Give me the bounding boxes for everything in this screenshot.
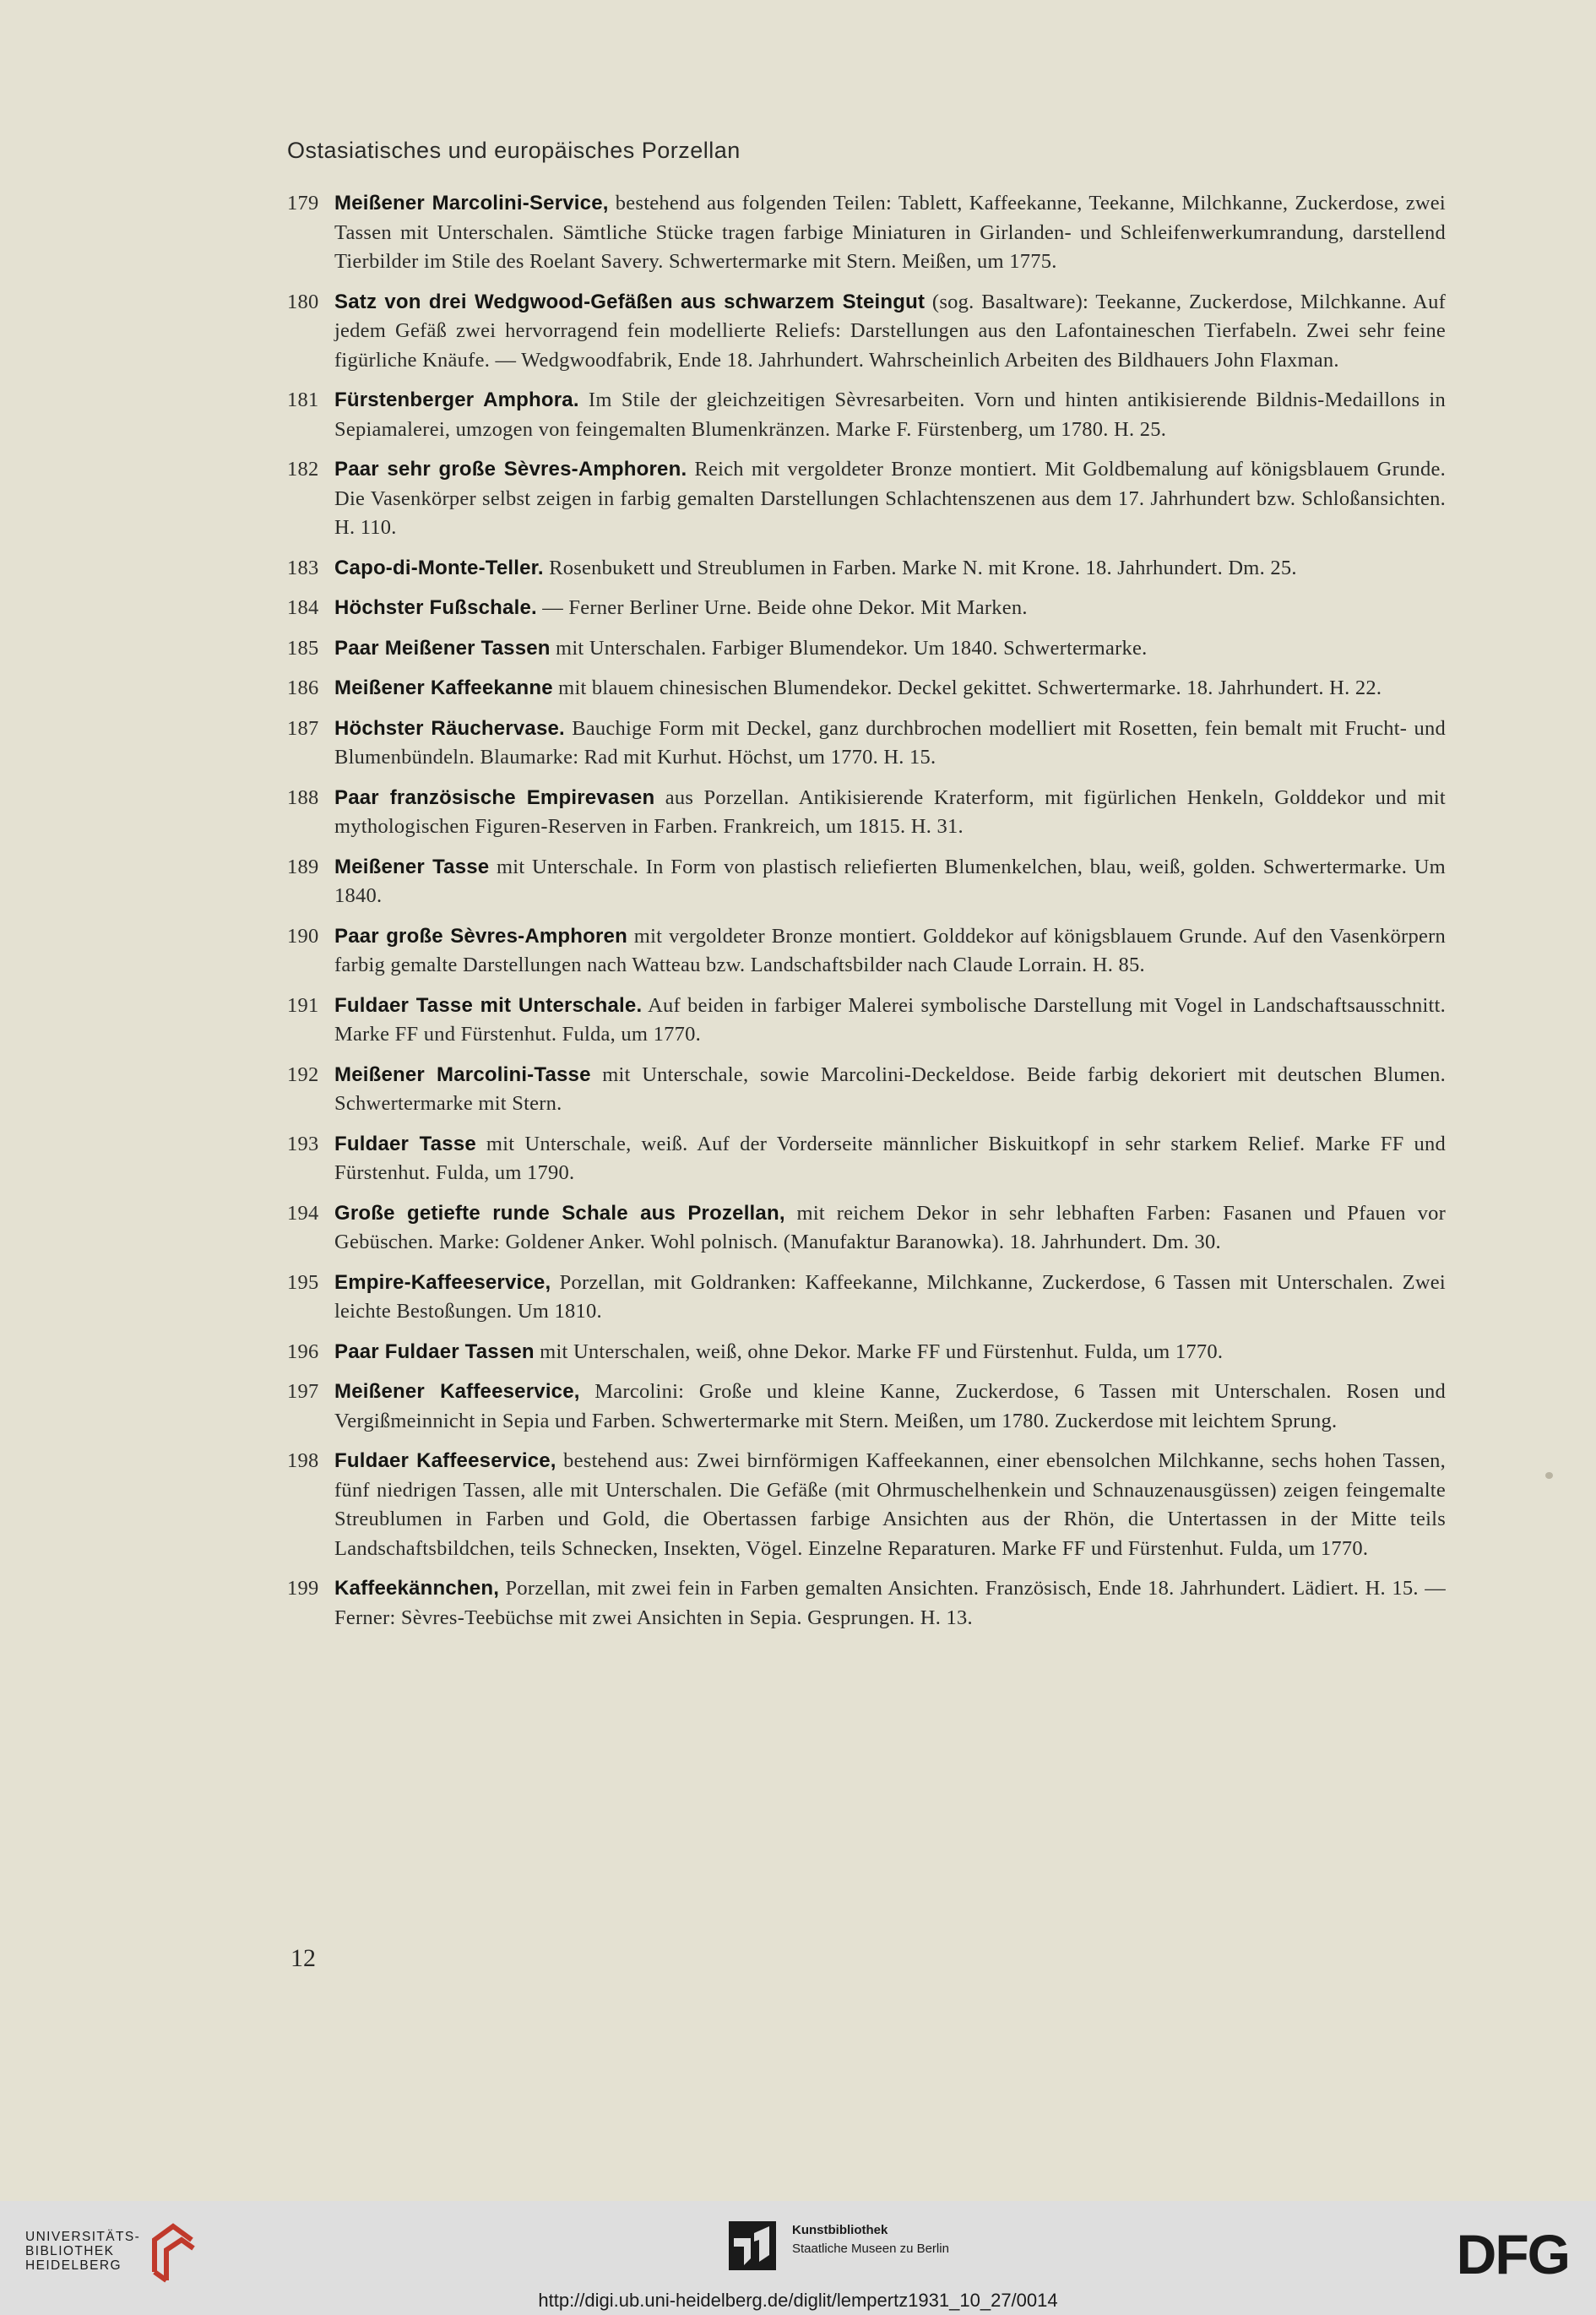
lot-description: Auf beiden in farbiger Malerei symbolische Darstellung mit Vogel in Landschaftsausschnitt. Marke FF und Fürstenhut. Fulda, um 1770.	[334, 993, 1447, 1046]
lot-number: 185	[287, 636, 319, 660]
lot-description: mit reichem Dekor in sehr lebhaften Farben: Fasanen und Pfauen vor Gebüschen. Marke: Goldener Anker. Wohl polnisch. (Manufaktur Baranowka). 18. Jahrhundert. Dm. 30.	[334, 1201, 1446, 1253]
kunstbibliothek-subtitle: Staatliche Museen zu Berlin	[792, 2242, 949, 2256]
catalog-entry	[287, 1199, 1446, 1258]
heidelberg-library-logo[interactable]	[25, 2221, 198, 2289]
catalog-entry	[287, 1447, 1446, 1563]
lot-description: Porzellan, mit zwei fein in Farben gemalten Ansichten. Französisch, Ende 18. Jahrhundert. Lädiert. H. 15. — Ferner: Sèvres-Teebüchse mit zwei Ansichten in Sepia. Gesprungen. H. 13.	[334, 1577, 1446, 1629]
lot-number: 190	[287, 924, 319, 948]
catalog-entry	[287, 853, 1446, 911]
lot-heading: Fuldaer Kaffeeservice,	[334, 1449, 556, 1472]
lot-heading: Meißener Tasse	[334, 855, 490, 878]
catalog-entry	[287, 922, 1446, 981]
paper-speck	[1545, 1472, 1553, 1479]
catalog-entry	[287, 288, 1446, 376]
lot-description: aus Porzellan. Antikisierende Kraterform, mit figürlichen Henkeln, Golddekor und mit mythologischen Figuren-Reserven in Farben. Frankreich, um 1815. H. 31.	[334, 785, 1446, 838]
lot-description: mit blauem chinesischen Blumendekor. Deckel gekittet. Schwertermarke. 18. Jahrhundert. H. 22.	[552, 677, 1382, 699]
ub-mark-icon	[148, 2221, 198, 2289]
lot-number: 191	[287, 993, 319, 1017]
kunstbibliothek-logo[interactable]	[729, 2221, 1033, 2272]
lot-heading: Satz von drei Wedgwood-Gefäßen aus schwarzem Steingut	[334, 290, 926, 313]
lot-description: Reich mit vergoldeter Bronze montiert. Mit Goldbemalung auf königsblauem Grunde. Die Vasenkörper selbst zeigen in farbig gemalten Darstellungen Schlachtenszenen aus dem 17. Jahrhundert bzw. Schloßansichten. H. 110.	[334, 458, 1446, 539]
catalog-entry	[287, 634, 1446, 664]
dfg-logo-text: DFG	[1456, 2228, 1569, 2279]
lot-number: 196	[287, 1340, 319, 1363]
lot-heading: Meißener Marcolini-Service,	[334, 192, 609, 215]
catalog-entry	[287, 455, 1446, 543]
ub-logo-text: UNIVERSITÄTS- BIBLIOTHEK HEIDELBERG	[25, 2230, 141, 2273]
catalog-entry	[287, 1061, 1446, 1119]
catalog-entry	[287, 1574, 1446, 1633]
lot-description: mit vergoldeter Bronze montiert. Golddekor auf königsblauem Grunde. Auf den Vasenkörpern farbig gemalte Darstellungen nach Watteau bzw. Landschaftsbilder nach Claude Lorrain. H. 85.	[334, 924, 1446, 976]
lot-number: 181	[287, 389, 319, 411]
lot-description: mit Unterschale. In Form von plastisch reliefierten Blumenkelchen, blau, weiß, golden. Schwertermarke. Um 1840.	[334, 855, 1446, 907]
catalog-entry	[287, 189, 1446, 277]
lot-number: 192	[287, 1062, 319, 1086]
catalog-entries	[287, 189, 1446, 1644]
lot-heading: Höchster Fußschale.	[334, 596, 537, 619]
lot-number: 180	[287, 290, 319, 313]
lot-heading: Paar Meißener Tassen	[334, 636, 551, 660]
catalog-entry	[287, 715, 1446, 773]
lot-description: bestehend aus folgenden Teilen: Tablett, Kaffeekanne, Teekanne, Milchkanne, Zuckerdose, zwei Tassen mit Unterschalen. Sämtliche Stücke tragen farbige Miniaturen in Girlanden- und Schleifenwerkumrandung, darstellend Tierbilder im Stile des Roelant Savery. Schwertermarke mit Stern. Meißen, um 1775.	[334, 192, 1446, 273]
page-number: 12	[290, 1944, 316, 1972]
lot-description: Marcolini: Große und kleine Kanne, Zuckerdose, 6 Tassen mit Unterschalen. Rosen und Vergißmeinnicht in Sepia und Farben. Schwertermarke mit Stern. Meißen, um 1780. Zuckerdose mit leichtem Sprung.	[334, 1380, 1447, 1432]
lot-heading: Paar französische Empirevasen	[334, 785, 655, 809]
catalog-entry	[287, 784, 1446, 842]
lot-number: 187	[287, 716, 319, 740]
lot-number: 195	[287, 1270, 319, 1294]
kunstbibliothek-title: Kunstbibliothek	[792, 2223, 888, 2237]
lot-heading: Meißener Kaffeekanne	[334, 677, 553, 699]
lot-number: 188	[287, 785, 319, 809]
lot-description: Im Stile der gleichzeitigen Sèvresarbeiten. Vorn und hinten antikisierende Bildnis-Medaillons in Sepiamalerei, umzogen von feingemalten Blumenkränzen. Marke F. Fürstenberg, um 1780. H. 25.	[334, 389, 1446, 441]
lot-heading: Fürstenberger Amphora.	[334, 389, 579, 411]
lot-description: Porzellan, mit Goldranken: Kaffeekanne, Milchkanne, Zuckerdose, 6 Tassen mit Unterschalen. Zwei leichte Bestoßungen. Um 1810.	[334, 1270, 1446, 1323]
lot-description: Bauchige Form mit Deckel, ganz durchbrochen modelliert mit Rosetten, fein bemalt mit Frucht- und Blumenbündeln. Blaumarke: Rad mit Kurhut. Höchst, um 1770. H. 15.	[334, 716, 1446, 769]
catalog-entry	[287, 386, 1446, 444]
lot-number: 193	[287, 1132, 319, 1155]
lot-description: mit Unterschale, weiß. Auf der Vorderseite männlicher Biskuitkopf in sehr starkem Relief. Marke FF und Fürstenhut. Fulda, um 1790.	[334, 1132, 1446, 1184]
lot-number: 182	[287, 458, 319, 481]
lot-description: — Ferner Berliner Urne. Beide ohne Dekor. Mit Marken.	[536, 596, 1028, 619]
lot-description: mit Unterschalen. Farbiger Blumendekor. Um 1840. Schwertermarke.	[550, 636, 1148, 660]
lot-heading: Paar Fuldaer Tassen	[334, 1340, 535, 1363]
lot-description: (sog. Basaltware): Teekanne, Zuckerdose, Milchkanne. Auf jedem Gefäß zwei hervorragend fein modellierte Reliefs: Darstellungen aus den Lafontaineschen Tierfabeln. Zwei sehr feine figürliche Knäufe. — Wedgwoodfabrik, Ende 18. Jahrhundert. Wahrscheinlich Arbeiten des Bildhauers John Flaxman.	[334, 290, 1447, 372]
lot-heading: Höchster Räuchervase.	[334, 716, 565, 740]
lot-number: 198	[287, 1449, 319, 1472]
permalink-url[interactable]: http://digi.ub.uni-heidelberg.de/diglit/lempertz1931_10_27/0014	[538, 2290, 1058, 2311]
lot-description: bestehend aus: Zwei birnförmigen Kaffeekannen, einer ebensolchen Milchkanne, sechs hohen Tassen, fünf niedrigen Tassen, alle mit Unterschalen. Die Gefäße (mit Ohrmuschelhenkein und Schnauzenausgüssen) zeigen feingemalte Streublumen in Farben und Gold, die Obertassen farbige Ansichten aus der Rhön, die Untertassen in der Mitte teils Landschaftsbildchen, teils Schnecken, Insekten, Vögel. Einzelne Reparaturen. Marke FF und Fürstenhut. Fulda, um 1770.	[334, 1449, 1447, 1560]
lot-number: 199	[287, 1577, 319, 1600]
catalog-entry	[287, 1269, 1446, 1327]
lot-description: mit Unterschalen, weiß, ohne Dekor. Marke FF und Fürstenhut. Fulda, um 1770.	[534, 1340, 1224, 1363]
lot-number: 189	[287, 855, 319, 878]
lot-description: mit Unterschale, sowie Marcolini-Deckeldose. Beide farbig dekoriert mit deutschen Blumen. Schwertermarke mit Stern.	[334, 1062, 1446, 1115]
lot-number: 186	[287, 677, 319, 699]
catalog-entry	[287, 594, 1446, 623]
lot-number: 183	[287, 556, 319, 579]
lot-description: Rosenbukett und Streublumen in Farben. Marke N. mit Krone. 18. Jahrhundert. Dm. 25.	[543, 556, 1297, 579]
running-title: Ostasiatisches und europäisches Porzellan	[287, 138, 741, 163]
lot-number: 179	[287, 192, 319, 215]
catalog-entry	[287, 992, 1446, 1050]
lot-heading: Meißener Marcolini-Tasse	[334, 1062, 591, 1086]
catalog-entry	[287, 554, 1446, 584]
lot-number: 194	[287, 1201, 319, 1225]
catalog-entry	[287, 1338, 1446, 1367]
lot-heading: Paar große Sèvres-Amphoren	[334, 924, 627, 948]
lot-number: 184	[287, 596, 319, 619]
lot-heading: Große getiefte runde Schale aus Prozellan,	[334, 1201, 785, 1225]
catalog-entry	[287, 674, 1446, 704]
lot-heading: Capo-di-Monte-Teller.	[334, 556, 544, 579]
dfg-logo[interactable]	[1419, 2228, 1571, 2279]
lot-heading: Fuldaer Tasse mit Unterschale.	[334, 993, 643, 1017]
kunstbibliothek-icon	[729, 2221, 776, 2270]
lot-heading: Meißener Kaffeeservice,	[334, 1380, 580, 1403]
lot-heading: Paar sehr große Sèvres-Amphoren.	[334, 458, 687, 481]
lot-heading: Fuldaer Tasse	[334, 1132, 476, 1155]
lot-heading: Kaffeekännchen,	[334, 1577, 500, 1600]
catalog-entry	[287, 1378, 1446, 1436]
lot-heading: Empire-Kaffeeservice,	[334, 1270, 551, 1294]
catalog-entry	[287, 1130, 1446, 1188]
lot-number: 197	[287, 1380, 319, 1403]
